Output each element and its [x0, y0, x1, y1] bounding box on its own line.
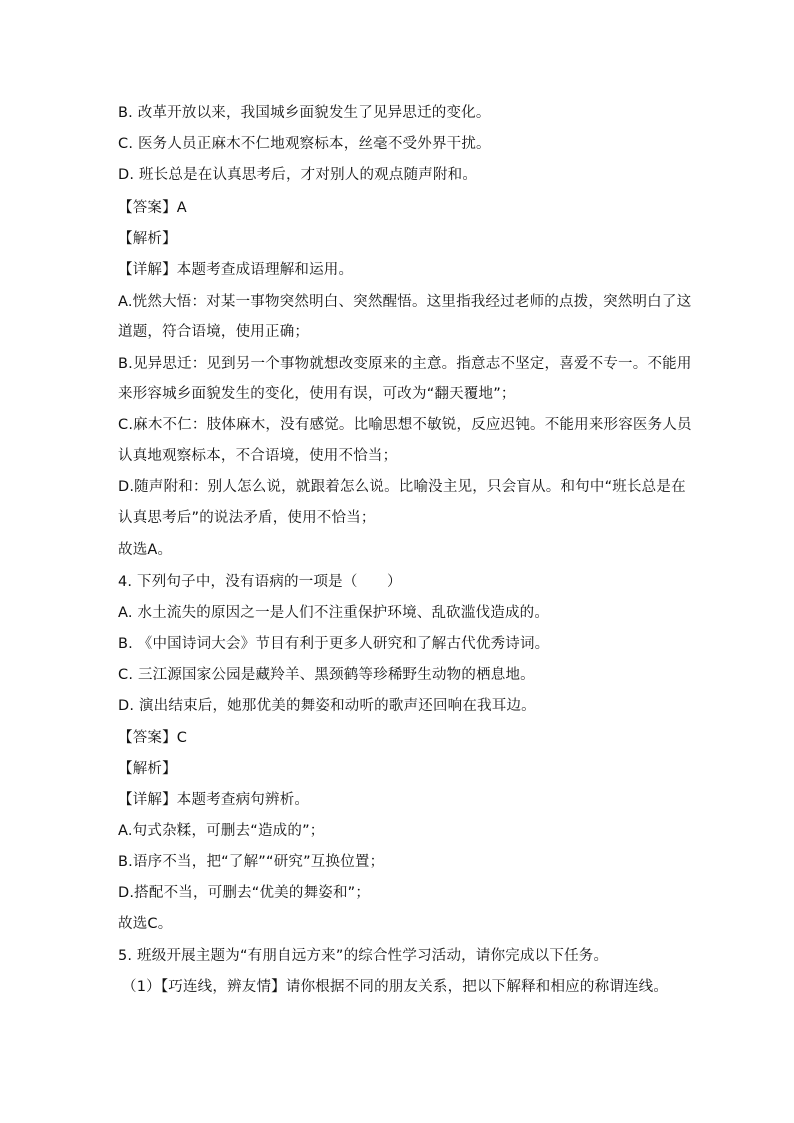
- question-4-option-d: D. 演出结束后，她那优美的舞姿和动听的歌声还回响在我耳边。: [118, 698, 536, 714]
- explanation-c-line1: C.麻木不仁：肢体麻木，没有感觉。比喻思想不敏锐，反应迟钝。不能用来形容医务人员: [118, 417, 692, 433]
- question-5-task-1: （1）【巧连线，辨友情】请你根据不同的朋友关系，把以下解释和相应的称谓连线。: [122, 979, 669, 995]
- explanation-c-line2: 认真地观察标本，不合语境，使用不恰当；: [118, 448, 398, 464]
- explanation-a-line: A.句式杂糅，可删去“造成的”；: [118, 823, 325, 839]
- question-4-option-b: B. 《中国诗词大会》节目有利于更多人研究和了解古代优秀诗词。: [118, 636, 550, 652]
- question-4-stem: 4. 下列句子中，没有语病的一项是（ ）: [118, 574, 402, 590]
- answer-label: 【答案】A: [118, 200, 187, 216]
- detail-label: 【详解】本题考查病句辨析。: [118, 792, 310, 808]
- conclusion-line: 故选C。: [118, 916, 173, 932]
- detail-label: 【详解】本题考查成语理解和运用。: [118, 262, 354, 278]
- option-d-line: D. 班长总是在认真思考后，才对别人的观点随声附和。: [118, 167, 478, 183]
- analysis-label: 【解析】: [118, 761, 177, 777]
- explanation-b-line2: 来形容城乡面貌发生的变化，使用有误，可改为“翻天覆地”；: [118, 386, 516, 402]
- option-b-line: B. 改革开放以来，我国城乡面貌发生了见异思迁的变化。: [118, 105, 491, 121]
- answer-label: 【答案】C: [118, 730, 188, 746]
- explanation-d-line1: D.随声附和：别人怎么说，就跟着怎么说。比喻没主见，只会盲从。和句中“班长总是在: [118, 479, 686, 495]
- analysis-label: 【解析】: [118, 231, 177, 247]
- question-4-option-c: C. 三江源国家公园是藏羚羊、黑颈鹤等珍稀野生动物的栖息地。: [118, 667, 535, 683]
- explanation-b-line1: B.见异思迁：见到另一个事物就想改变原来的主意。指意志不坚定，喜爱不专一。不能用: [118, 356, 692, 372]
- question-4-option-a: A. 水土流失的原因之一是人们不注重保护环境、乱砍滥伐造成的。: [118, 605, 550, 621]
- question-5-stem: 5. 班级开展主题为“有朋自远方来”的综合性学习活动，请你完成以下任务。: [118, 948, 609, 964]
- explanation-a-line1: A.恍然大悟：对某一事物突然明白、突然醒悟。这里指我经过老师的点拨，突然明白了这: [118, 294, 692, 310]
- explanation-d-line2: 认真思考后”的说法矛盾，使用不恰当；: [118, 510, 376, 526]
- explanation-a-line2: 道题，符合语境，使用正确；: [118, 324, 310, 340]
- conclusion-line: 故选A。: [118, 542, 173, 558]
- explanation-d-line: D.搭配不当，可删去“优美的舞姿和”；: [118, 885, 371, 901]
- option-c-line: C. 医务人员正麻木不仁地观察标本，丝毫不受外界干扰。: [118, 136, 491, 152]
- explanation-b-line: B.语序不当，把“了解”“研究”互换位置；: [118, 854, 385, 870]
